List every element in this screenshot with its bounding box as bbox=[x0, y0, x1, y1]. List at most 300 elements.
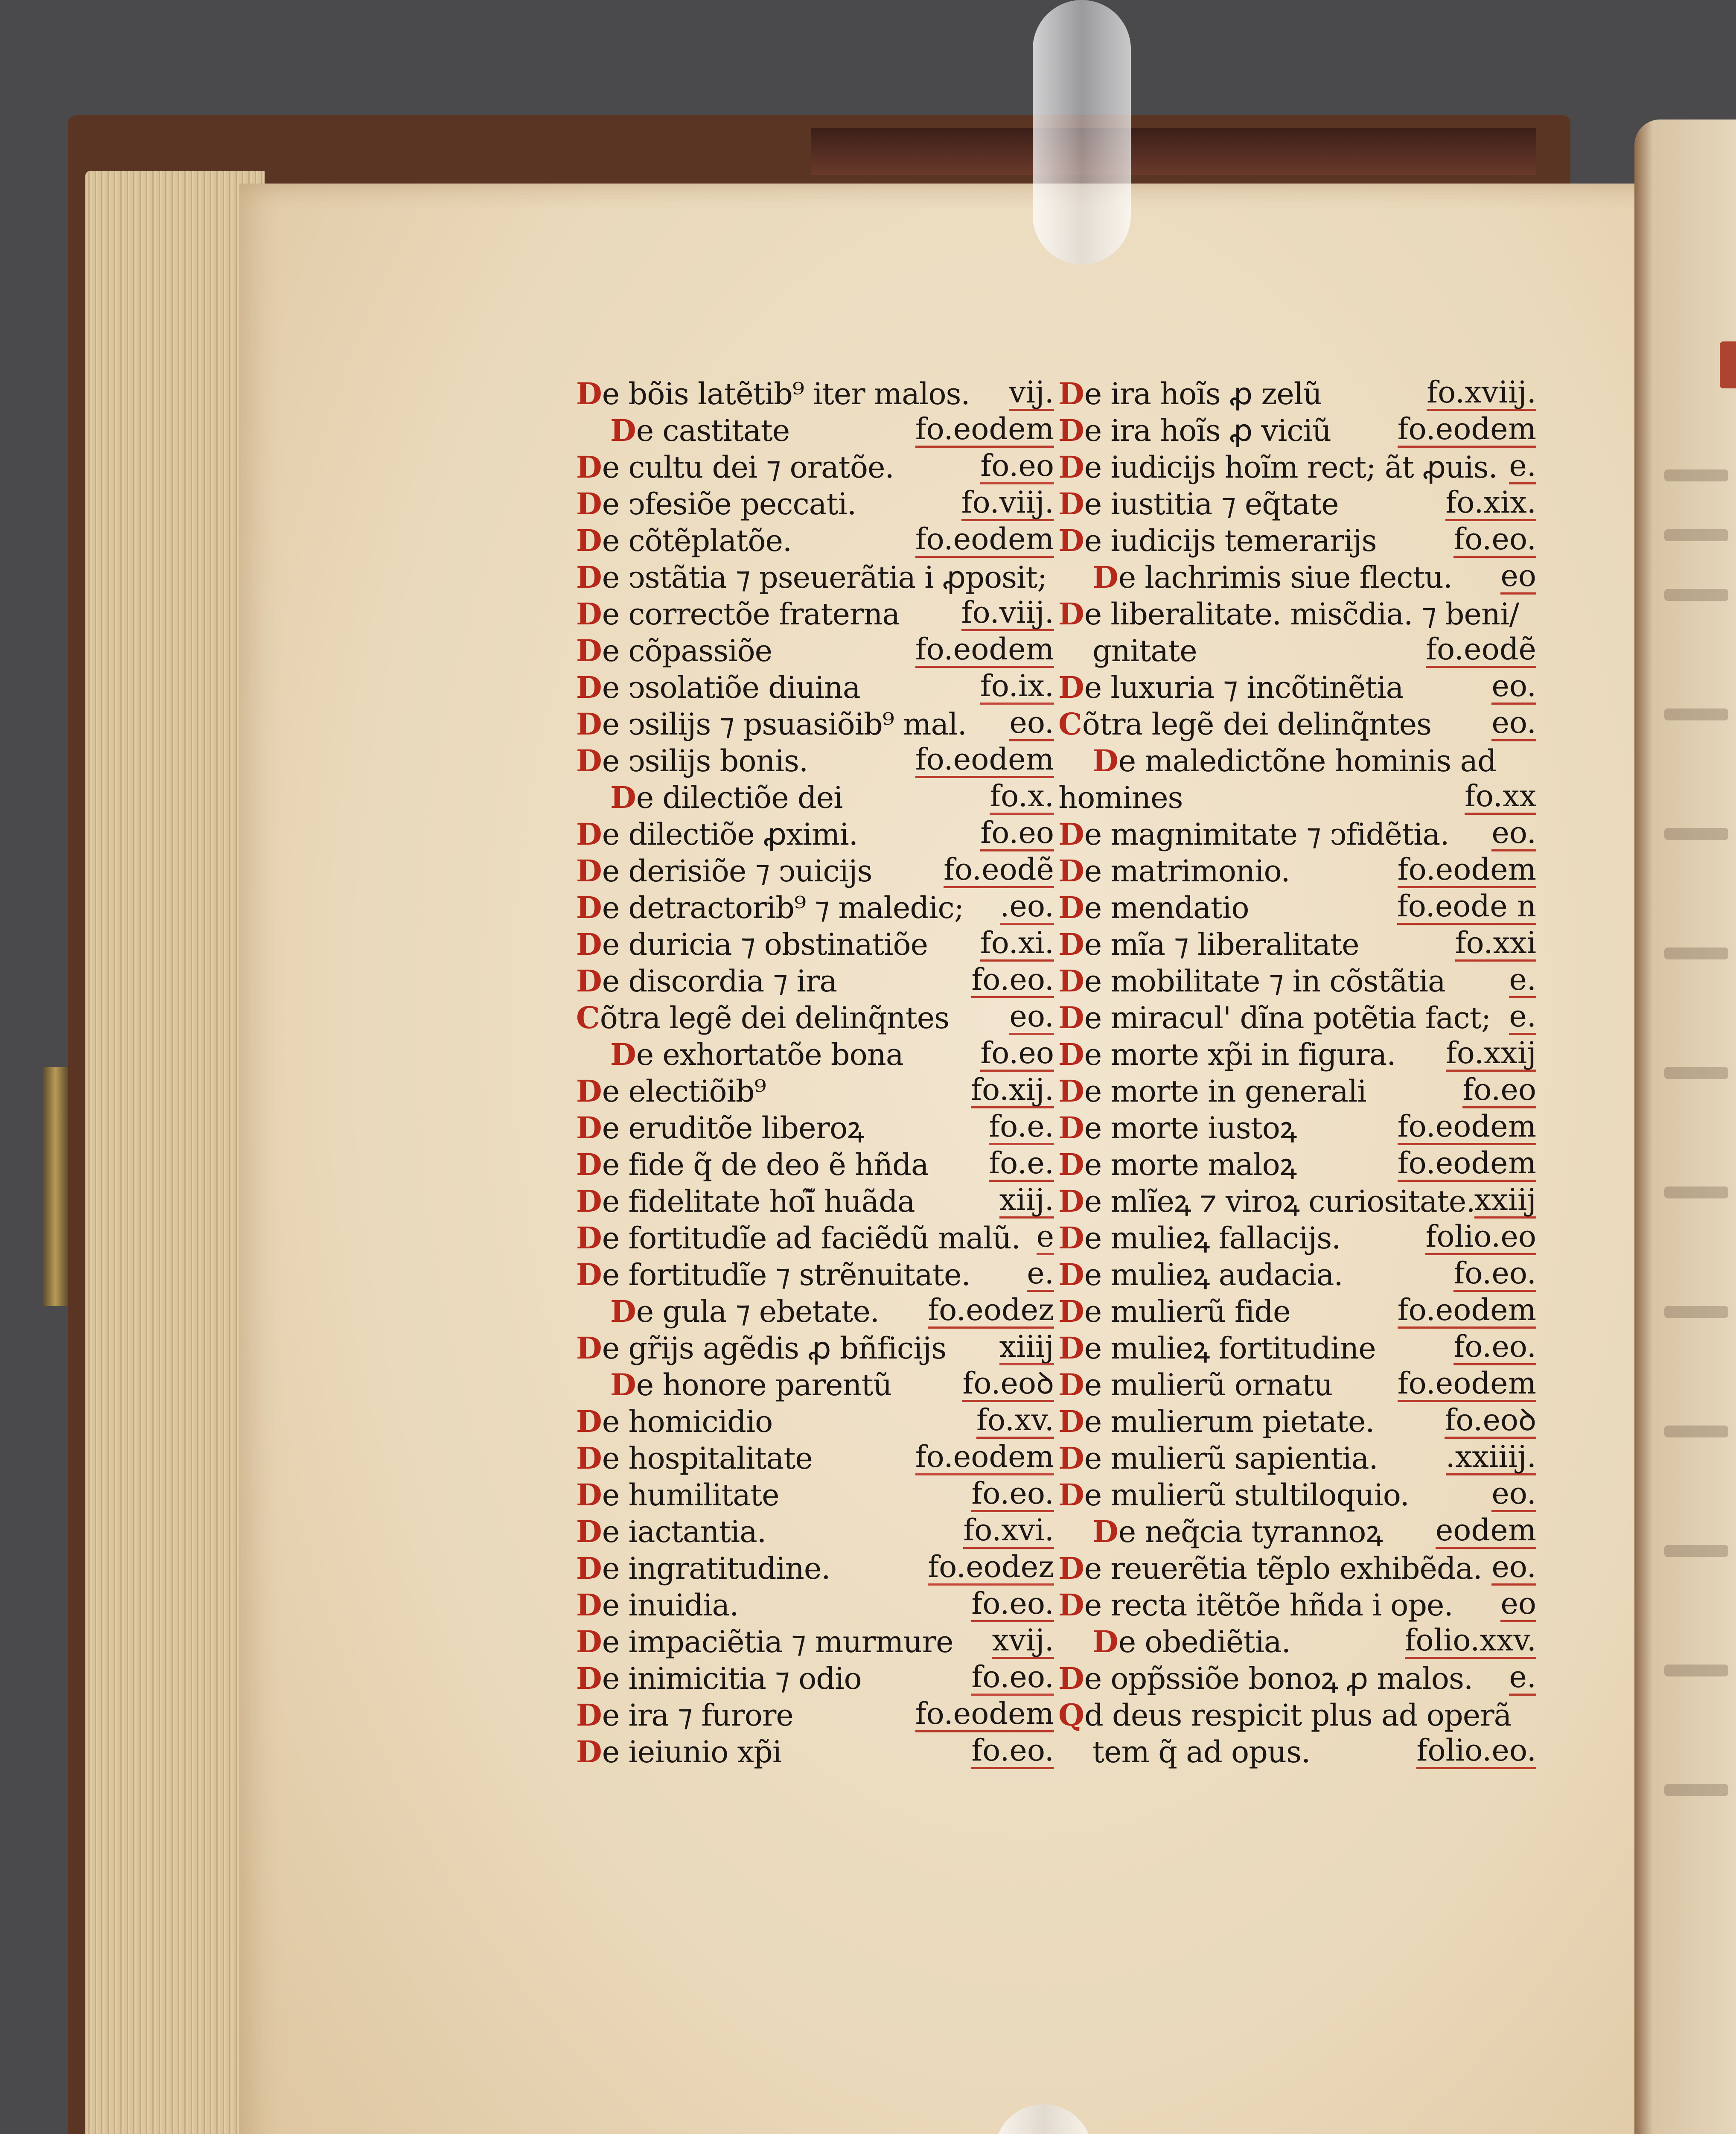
folio-reference: fo.xi. bbox=[980, 926, 1054, 962]
index-entry bbox=[576, 1367, 1054, 1403]
folio-reference: e bbox=[1037, 1220, 1054, 1255]
index-entry bbox=[576, 449, 1054, 486]
index-entry bbox=[1058, 559, 1536, 596]
rubricated-initial: D bbox=[610, 1367, 636, 1402]
folio-reference: .xxiiij. bbox=[1446, 1440, 1536, 1475]
rubricated-initial: D bbox=[576, 670, 602, 705]
rubricated-initial: D bbox=[576, 816, 602, 852]
folio-reference: vij. bbox=[1009, 376, 1054, 411]
folio-reference: fo.eode n bbox=[1397, 889, 1536, 925]
folio-reference: fo.eodem bbox=[1398, 1293, 1536, 1329]
rubricated-initial: D bbox=[610, 1294, 636, 1329]
rubricated-initial: D bbox=[576, 706, 602, 742]
entry-title: õtra legẽ dei delinq̃ntes bbox=[600, 1000, 950, 1035]
entry-title: e mulierũ ornatu bbox=[1084, 1367, 1333, 1402]
folio-reference: fo.eodem bbox=[1398, 1146, 1536, 1182]
folio-reference: fo.xx bbox=[1465, 779, 1536, 815]
index-entry bbox=[576, 1440, 1054, 1477]
rubricated-initial: D bbox=[1058, 523, 1084, 558]
index-entry bbox=[1058, 1513, 1536, 1550]
rubricated-initial: D bbox=[576, 486, 602, 522]
rubricated-initial: D bbox=[576, 1257, 602, 1292]
rubricated-initial: D bbox=[576, 1220, 602, 1256]
entry-title: e mendatio bbox=[1084, 890, 1249, 925]
recto-text-fragment bbox=[1664, 589, 1728, 601]
index-entry bbox=[1058, 1734, 1536, 1770]
index-entry bbox=[1058, 596, 1536, 633]
folio-reference: fo.viij. bbox=[961, 596, 1054, 631]
index-entry bbox=[576, 743, 1054, 779]
recto-text-fragment bbox=[1664, 1067, 1728, 1079]
entry-title: e fide q̃ de deo ẽ hñda bbox=[602, 1147, 929, 1182]
recto-text-fragment bbox=[1664, 1306, 1728, 1318]
rubricated-initial: D bbox=[1058, 670, 1084, 705]
entry-title: e morte iustoꝝ bbox=[1084, 1111, 1297, 1146]
index-entry bbox=[1058, 889, 1536, 926]
folio-reference: eo. bbox=[1491, 1477, 1536, 1512]
entry-title: e homicidio bbox=[602, 1404, 773, 1439]
index-entry bbox=[576, 376, 1054, 412]
rubricated-initial: D bbox=[1058, 963, 1084, 999]
rubricated-initial: D bbox=[1058, 1440, 1084, 1476]
rubricated-initial: D bbox=[576, 596, 602, 632]
folio-reference: fo.eo. bbox=[971, 1587, 1054, 1622]
index-entry bbox=[576, 926, 1054, 963]
index-entry bbox=[576, 1183, 1054, 1220]
folio-reference: fo.eo. bbox=[971, 1734, 1054, 1769]
folio-reference: fo.eo. bbox=[1453, 1256, 1536, 1292]
index-entry bbox=[576, 963, 1054, 1000]
entry-title: e opp̃ssiõe bonoꝝ ꝓ malos. bbox=[1084, 1661, 1473, 1696]
rubricated-initial: D bbox=[576, 523, 602, 558]
folio-reference: eo bbox=[1500, 1587, 1536, 1622]
index-entry bbox=[1058, 816, 1536, 853]
folio-reference: fo.eodem bbox=[915, 412, 1054, 448]
index-entry bbox=[1058, 1036, 1536, 1073]
rubricated-initial: D bbox=[576, 1624, 602, 1659]
index-entry bbox=[1058, 779, 1536, 816]
rubricated-initial: D bbox=[576, 853, 602, 889]
index-entry bbox=[1058, 1000, 1536, 1036]
entry-title: e iudicijs temerarijs bbox=[1084, 523, 1377, 558]
rubricated-initial: D bbox=[1058, 1037, 1084, 1072]
folio-reference: xiiij bbox=[999, 1330, 1054, 1365]
folio-reference: eo. bbox=[1491, 669, 1536, 705]
folio-reference: fo.eodẽ bbox=[944, 853, 1054, 888]
folio-reference: eo. bbox=[1491, 706, 1536, 741]
index-column-right bbox=[1058, 376, 1536, 1770]
index-entry bbox=[576, 1550, 1054, 1587]
rubricated-initial: C bbox=[1058, 706, 1082, 742]
entry-title: e cultu dei ⁊ oratõe. bbox=[602, 450, 894, 485]
index-entry bbox=[576, 522, 1054, 559]
entry-title: e iactantia. bbox=[602, 1514, 766, 1549]
folio-reference: folio.eo. bbox=[1416, 1734, 1536, 1769]
folio-reference: fo.eo bbox=[980, 1036, 1054, 1072]
index-entry bbox=[576, 1073, 1054, 1110]
folio-reference: fo.xxij bbox=[1446, 1036, 1536, 1072]
entry-title: e cõtẽplatõe. bbox=[602, 523, 792, 558]
folio-reference: eodem bbox=[1436, 1513, 1536, 1549]
entry-title: e dilectiõe dei bbox=[636, 780, 843, 815]
recto-text-fragment bbox=[1664, 529, 1728, 541]
entry-title: e duricia ⁊ obstinatiõe bbox=[602, 927, 928, 962]
entry-title: e mĩa ⁊ liberalitate bbox=[1084, 927, 1359, 962]
index-entry bbox=[1058, 963, 1536, 1000]
rubricated-initial: D bbox=[1058, 413, 1084, 448]
index-entry bbox=[576, 1146, 1054, 1183]
entry-title: e ira hoĩs ꝓ viciũ bbox=[1084, 413, 1331, 448]
entry-title: e mulierũ stultiloquio. bbox=[1084, 1478, 1409, 1513]
entry-title: e fortitudĩe ad faciẽdũ malũ. bbox=[602, 1221, 1020, 1256]
entry-title: e morte in generali bbox=[1084, 1074, 1366, 1109]
recto-text-fragment bbox=[1664, 469, 1728, 481]
index-entry bbox=[1058, 1183, 1536, 1220]
entry-title: gnitate bbox=[1092, 633, 1197, 668]
entry-title: e reuerẽtia tẽplo exhibẽda. bbox=[1084, 1551, 1482, 1586]
entry-title: e matrimonio. bbox=[1084, 854, 1290, 889]
entry-title: tem q̃ ad opus. bbox=[1092, 1735, 1311, 1770]
rubricated-initial: D bbox=[1058, 1294, 1084, 1329]
folio-reference: fo.viij. bbox=[961, 486, 1054, 521]
rubricated-initial: D bbox=[1058, 1110, 1084, 1146]
folio-reference: fo.eo. bbox=[971, 1477, 1054, 1512]
folio-reference: e. bbox=[1509, 963, 1536, 998]
index-entry bbox=[1058, 1550, 1536, 1587]
folio-reference: fo.eodẽ bbox=[1426, 633, 1536, 668]
page-clip-top bbox=[1033, 0, 1131, 265]
entry-title: e iustitia ⁊ eq̃tate bbox=[1084, 487, 1339, 522]
entry-title: e castitate bbox=[636, 413, 790, 448]
entry-title: e eruditõe liberoꝝ bbox=[602, 1111, 864, 1146]
index-entry bbox=[576, 1513, 1054, 1550]
folio-reference: e. bbox=[1509, 1000, 1536, 1035]
folio-reference: e. bbox=[1027, 1256, 1054, 1292]
recto-text-fragment bbox=[1664, 1187, 1728, 1198]
folio-reference: fo.eodem bbox=[915, 1440, 1054, 1475]
rubricated-initial: D bbox=[1058, 853, 1084, 889]
index-entry bbox=[1058, 743, 1536, 779]
rubricated-initial: C bbox=[576, 1000, 600, 1035]
entry-title: e luxuria ⁊ incõtinẽtia bbox=[1084, 670, 1404, 705]
rubricated-initial: D bbox=[576, 449, 602, 485]
entry-title: e mlĩeꝝ ⁊ viroꝝ curiositate. bbox=[1084, 1184, 1475, 1219]
entry-title: e ieiunio xp̃i bbox=[602, 1735, 782, 1770]
rubricated-initial: D bbox=[576, 1184, 602, 1219]
folio-reference: eo. bbox=[1491, 1550, 1536, 1586]
index-entry bbox=[576, 853, 1054, 889]
index-entry bbox=[576, 1220, 1054, 1256]
rubricated-initial: D bbox=[576, 1110, 602, 1146]
entry-title: e exhortatõe bona bbox=[636, 1037, 903, 1072]
index-entry bbox=[576, 559, 1054, 596]
rubricated-initial: D bbox=[576, 633, 602, 668]
index-entry bbox=[1058, 1660, 1536, 1697]
rubricated-initial: D bbox=[1058, 1587, 1084, 1623]
rubricated-initial: D bbox=[576, 1551, 602, 1586]
entry-title: e fortitudĩe ⁊ strẽnuitate. bbox=[602, 1257, 970, 1292]
recto-rubric-mark bbox=[1720, 341, 1736, 388]
entry-title: e inimicitia ⁊ odio bbox=[602, 1661, 862, 1696]
index-entry bbox=[1058, 412, 1536, 449]
entry-title: e impaciẽtia ⁊ murmure bbox=[602, 1624, 953, 1659]
index-entry bbox=[576, 1403, 1054, 1440]
entry-title: e iudicijs hoĩm rect; ãt ꝓuis. bbox=[1084, 450, 1497, 485]
index-entry bbox=[576, 1587, 1054, 1624]
folio-reference: fo.eo bbox=[980, 816, 1054, 851]
folio-reference: fo.xij. bbox=[971, 1073, 1054, 1108]
rubricated-initial: D bbox=[576, 1661, 602, 1696]
entry-title: e mulierũ fide bbox=[1084, 1294, 1290, 1329]
folio-reference: fo.x. bbox=[990, 779, 1054, 815]
entry-title: e recta itẽtõe hñda i ope. bbox=[1084, 1588, 1453, 1623]
entry-title: d deus respicit plus ad operã bbox=[1084, 1698, 1512, 1733]
index-entry bbox=[1058, 1256, 1536, 1293]
page-stack-edge bbox=[85, 171, 265, 2134]
rubricated-initial: D bbox=[576, 1587, 602, 1623]
rubricated-initial: D bbox=[1058, 486, 1084, 522]
folio-reference: fo.eodem bbox=[1398, 412, 1536, 448]
rubricated-initial: D bbox=[1058, 1404, 1084, 1439]
folio-reference: fo.eodez bbox=[928, 1550, 1054, 1586]
index-entry bbox=[576, 1036, 1054, 1073]
entry-title: e mulierum pietate. bbox=[1084, 1404, 1375, 1439]
index-entry bbox=[1058, 1220, 1536, 1256]
index-entry bbox=[1058, 1110, 1536, 1146]
entry-title: e electiõib⁹ bbox=[602, 1074, 766, 1109]
rubricated-initial: D bbox=[576, 1734, 602, 1770]
index-entry bbox=[1058, 1073, 1536, 1110]
entry-title: e honore parentũ bbox=[636, 1367, 892, 1402]
rubricated-initial: D bbox=[1058, 816, 1084, 852]
entry-title: e lachrimis siue flectu. bbox=[1118, 560, 1453, 595]
rubricated-initial: D bbox=[1092, 1514, 1118, 1549]
rubricated-initial: D bbox=[1058, 1551, 1084, 1586]
index-entry bbox=[1058, 1146, 1536, 1183]
rubricated-initial: D bbox=[1092, 743, 1118, 778]
rubricated-initial: D bbox=[1058, 1330, 1084, 1366]
entry-title: e humilitate bbox=[602, 1478, 779, 1513]
recto-text-fragment bbox=[1664, 708, 1728, 720]
index-entry bbox=[1058, 1624, 1536, 1660]
folio-reference: xiij. bbox=[999, 1183, 1054, 1219]
index-entry bbox=[1058, 1697, 1536, 1734]
entry-title: e maledictõne hominis ad bbox=[1118, 743, 1496, 778]
folio-reference: fo.eo bbox=[980, 449, 1054, 484]
entry-title: e fidelitate hoĩ̃ huãda bbox=[602, 1184, 915, 1219]
entry-title: e correctõe fraterna bbox=[602, 597, 900, 632]
index-entry bbox=[576, 596, 1054, 633]
folio-reference: fo.eodem bbox=[915, 633, 1054, 668]
entry-title: e magnimitate ⁊ ↄfidẽtia. bbox=[1084, 817, 1449, 852]
entry-title: e inuidia. bbox=[602, 1588, 739, 1623]
folio-reference: fo.xix. bbox=[1445, 486, 1536, 521]
index-entry bbox=[1058, 1477, 1536, 1513]
recto-text-fragment bbox=[1664, 947, 1728, 959]
rubricated-initial: D bbox=[1058, 1257, 1084, 1292]
index-entry bbox=[1058, 669, 1536, 706]
entry-title: e detractorib⁹ ⁊ maledic; bbox=[602, 890, 964, 925]
folio-reference: fo.ix. bbox=[980, 669, 1054, 705]
folio-reference: eo. bbox=[1009, 706, 1054, 741]
rubricated-initial: D bbox=[1092, 1624, 1118, 1659]
folio-reference: fo.e. bbox=[989, 1146, 1054, 1182]
entry-title: e bõis latẽtib⁹ iter malos. bbox=[602, 376, 970, 411]
rubricated-initial: D bbox=[576, 890, 602, 925]
rubricated-initial: D bbox=[1058, 1184, 1084, 1219]
entry-title: e ira hoĩs ꝓ zelũ bbox=[1084, 376, 1322, 411]
folio-reference: folio.xxv. bbox=[1405, 1624, 1536, 1659]
entry-title: e mulieꝝ fortitudine bbox=[1084, 1331, 1376, 1366]
rubricated-initial: D bbox=[576, 927, 602, 962]
entry-title: õtra legẽ dei delinq̃ntes bbox=[1082, 707, 1432, 742]
folio-reference: fo.eodem bbox=[1398, 853, 1536, 888]
rubricated-initial: D bbox=[1058, 1220, 1084, 1256]
folio-reference: fo.eo. bbox=[971, 1660, 1054, 1696]
entry-title: e cõpassiõe bbox=[602, 633, 772, 668]
folio-reference: .eo. bbox=[1000, 889, 1054, 925]
index-entry bbox=[576, 1256, 1054, 1293]
rubricated-initial: D bbox=[1058, 376, 1084, 411]
entry-title: e mulieꝝ audacia. bbox=[1084, 1257, 1343, 1292]
folio-reference: e. bbox=[1509, 449, 1536, 484]
rubricated-initial: D bbox=[576, 1697, 602, 1733]
rubricated-initial: D bbox=[576, 1404, 602, 1439]
recto-text-fragment bbox=[1664, 1784, 1728, 1796]
rubricated-initial: D bbox=[610, 1037, 636, 1072]
index-entry bbox=[1058, 376, 1536, 412]
folio-reference: fo.eodem bbox=[915, 1697, 1054, 1732]
rubricated-initial: D bbox=[576, 1330, 602, 1366]
folio-reference: fo.eodem bbox=[1398, 1367, 1536, 1402]
folio-reference: xvij. bbox=[992, 1624, 1054, 1659]
entry-title: e ↄsilijs bonis. bbox=[602, 743, 808, 778]
folio-reference: fo.eodez bbox=[928, 1293, 1054, 1329]
index-entry bbox=[576, 1477, 1054, 1513]
index-entry bbox=[576, 816, 1054, 853]
entry-title: e ↄfesiõe peccati. bbox=[602, 487, 856, 522]
index-entry bbox=[1058, 1587, 1536, 1624]
index-entry bbox=[1058, 449, 1536, 486]
folio-reference: fo.eoꝺ bbox=[962, 1367, 1054, 1402]
entry-title: e gr̃ijs agẽdis ꝓ bñficijs bbox=[602, 1331, 947, 1366]
rubricated-initial: D bbox=[576, 963, 602, 999]
rubricated-initial: D bbox=[1058, 1147, 1084, 1182]
index-entry bbox=[576, 1293, 1054, 1330]
rubricated-initial: D bbox=[576, 1073, 602, 1109]
rubricated-initial: D bbox=[610, 413, 636, 448]
index-entry bbox=[576, 706, 1054, 743]
folio-reference: fo.eo. bbox=[1453, 522, 1536, 558]
entry-title: e obediẽtia. bbox=[1118, 1624, 1290, 1659]
rubricated-initial: D bbox=[1058, 449, 1084, 485]
index-entry bbox=[1058, 853, 1536, 889]
rubricated-initial: D bbox=[1092, 560, 1118, 595]
entry-title: e gula ⁊ ebetate. bbox=[636, 1294, 880, 1329]
rubricated-initial: D bbox=[1058, 1477, 1084, 1513]
index-entry bbox=[1058, 1293, 1536, 1330]
recto-text-fragment bbox=[1664, 1426, 1728, 1437]
entry-title: e miracul' dĩna potẽtia fact; bbox=[1084, 1000, 1491, 1035]
index-entry bbox=[576, 889, 1054, 926]
rubricated-initial: D bbox=[576, 1147, 602, 1182]
recto-text-fragment bbox=[1664, 1545, 1728, 1557]
folio-reference: eo. bbox=[1491, 816, 1536, 851]
folio-reference: fo.xviij. bbox=[1427, 376, 1536, 411]
folio-reference: eo bbox=[1500, 559, 1536, 595]
folio-reference: fo.eo. bbox=[1453, 1330, 1536, 1365]
rubricated-initial: D bbox=[1058, 1000, 1084, 1035]
index-entry bbox=[1058, 1330, 1536, 1367]
entry-title: e morte xp̃i in figura. bbox=[1084, 1037, 1396, 1072]
index-column-left bbox=[576, 376, 1054, 1770]
rubricated-initial: D bbox=[576, 1477, 602, 1513]
folio-reference: fo.eodem bbox=[1398, 1110, 1536, 1145]
index-entry bbox=[576, 412, 1054, 449]
entry-title: e mulieꝝ fallacijs. bbox=[1084, 1221, 1341, 1256]
entry-title: e discordia ⁊ ira bbox=[602, 964, 837, 999]
folio-reference: xxiij bbox=[1474, 1183, 1536, 1219]
rubricated-initial: D bbox=[576, 376, 602, 411]
index-entry bbox=[1058, 1403, 1536, 1440]
entry-title: e ↄstãtia ⁊ pseuerãtia i ꝓposit; bbox=[602, 560, 1047, 595]
index-entry bbox=[1058, 706, 1536, 743]
entry-title: e ira ⁊ furore bbox=[602, 1698, 793, 1733]
rubricated-initial: D bbox=[576, 1440, 602, 1476]
rubricated-initial: D bbox=[610, 780, 636, 815]
index-entry bbox=[576, 669, 1054, 706]
index-entry bbox=[576, 1697, 1054, 1734]
folio-reference: fo.eo bbox=[1462, 1073, 1536, 1108]
entry-title: homines bbox=[1058, 780, 1183, 815]
folio-reference: fo.xxi bbox=[1455, 926, 1536, 962]
cover-edge bbox=[811, 128, 1536, 175]
index-entry bbox=[576, 1110, 1054, 1146]
entry-title: e liberalitate. misc̃dia. ⁊ beni/ bbox=[1084, 597, 1519, 632]
recto-text-fragment bbox=[1664, 828, 1728, 840]
recto-page-edge bbox=[1634, 120, 1736, 2134]
index-entry bbox=[1058, 1440, 1536, 1477]
folio-reference: fo.e. bbox=[989, 1110, 1054, 1145]
index-entry bbox=[576, 1734, 1054, 1770]
entry-title: e mobilitate ⁊ in cõstãtia bbox=[1084, 964, 1445, 999]
rubricated-initial: D bbox=[576, 560, 602, 595]
index-entry bbox=[576, 1660, 1054, 1697]
entry-title: e mulierũ sapientia. bbox=[1084, 1441, 1378, 1476]
rubricated-initial: D bbox=[1058, 890, 1084, 925]
index-entry bbox=[576, 1624, 1054, 1660]
rubricated-initial: D bbox=[1058, 927, 1084, 962]
folio-reference: fo.eoꝺ bbox=[1445, 1403, 1536, 1439]
index-entry bbox=[1058, 926, 1536, 963]
index-entry bbox=[576, 633, 1054, 669]
rubricated-initial: D bbox=[1058, 1073, 1084, 1109]
rubricated-initial: D bbox=[1058, 1661, 1084, 1696]
entry-title: e ↄsolatiõe diuina bbox=[602, 670, 860, 705]
entry-title: e derisiõe ⁊ ↄuicijs bbox=[602, 854, 872, 889]
index-entry bbox=[1058, 1367, 1536, 1403]
folio-reference: fo.eo. bbox=[971, 963, 1054, 998]
entry-title: e hospitalitate bbox=[602, 1441, 813, 1476]
rubricated-initial: D bbox=[1058, 1367, 1084, 1402]
rubricated-initial: D bbox=[1058, 596, 1084, 632]
entry-title: e neq̃cia tyrannoꝝ bbox=[1118, 1514, 1383, 1549]
index-entry bbox=[576, 1330, 1054, 1367]
folio-reference: fo.xvi. bbox=[963, 1513, 1054, 1549]
entry-title: e ↄsilijs ⁊ psuasiõib⁹ mal. bbox=[602, 707, 967, 742]
clasp-latch bbox=[43, 1067, 68, 1306]
index-entry bbox=[576, 779, 1054, 816]
